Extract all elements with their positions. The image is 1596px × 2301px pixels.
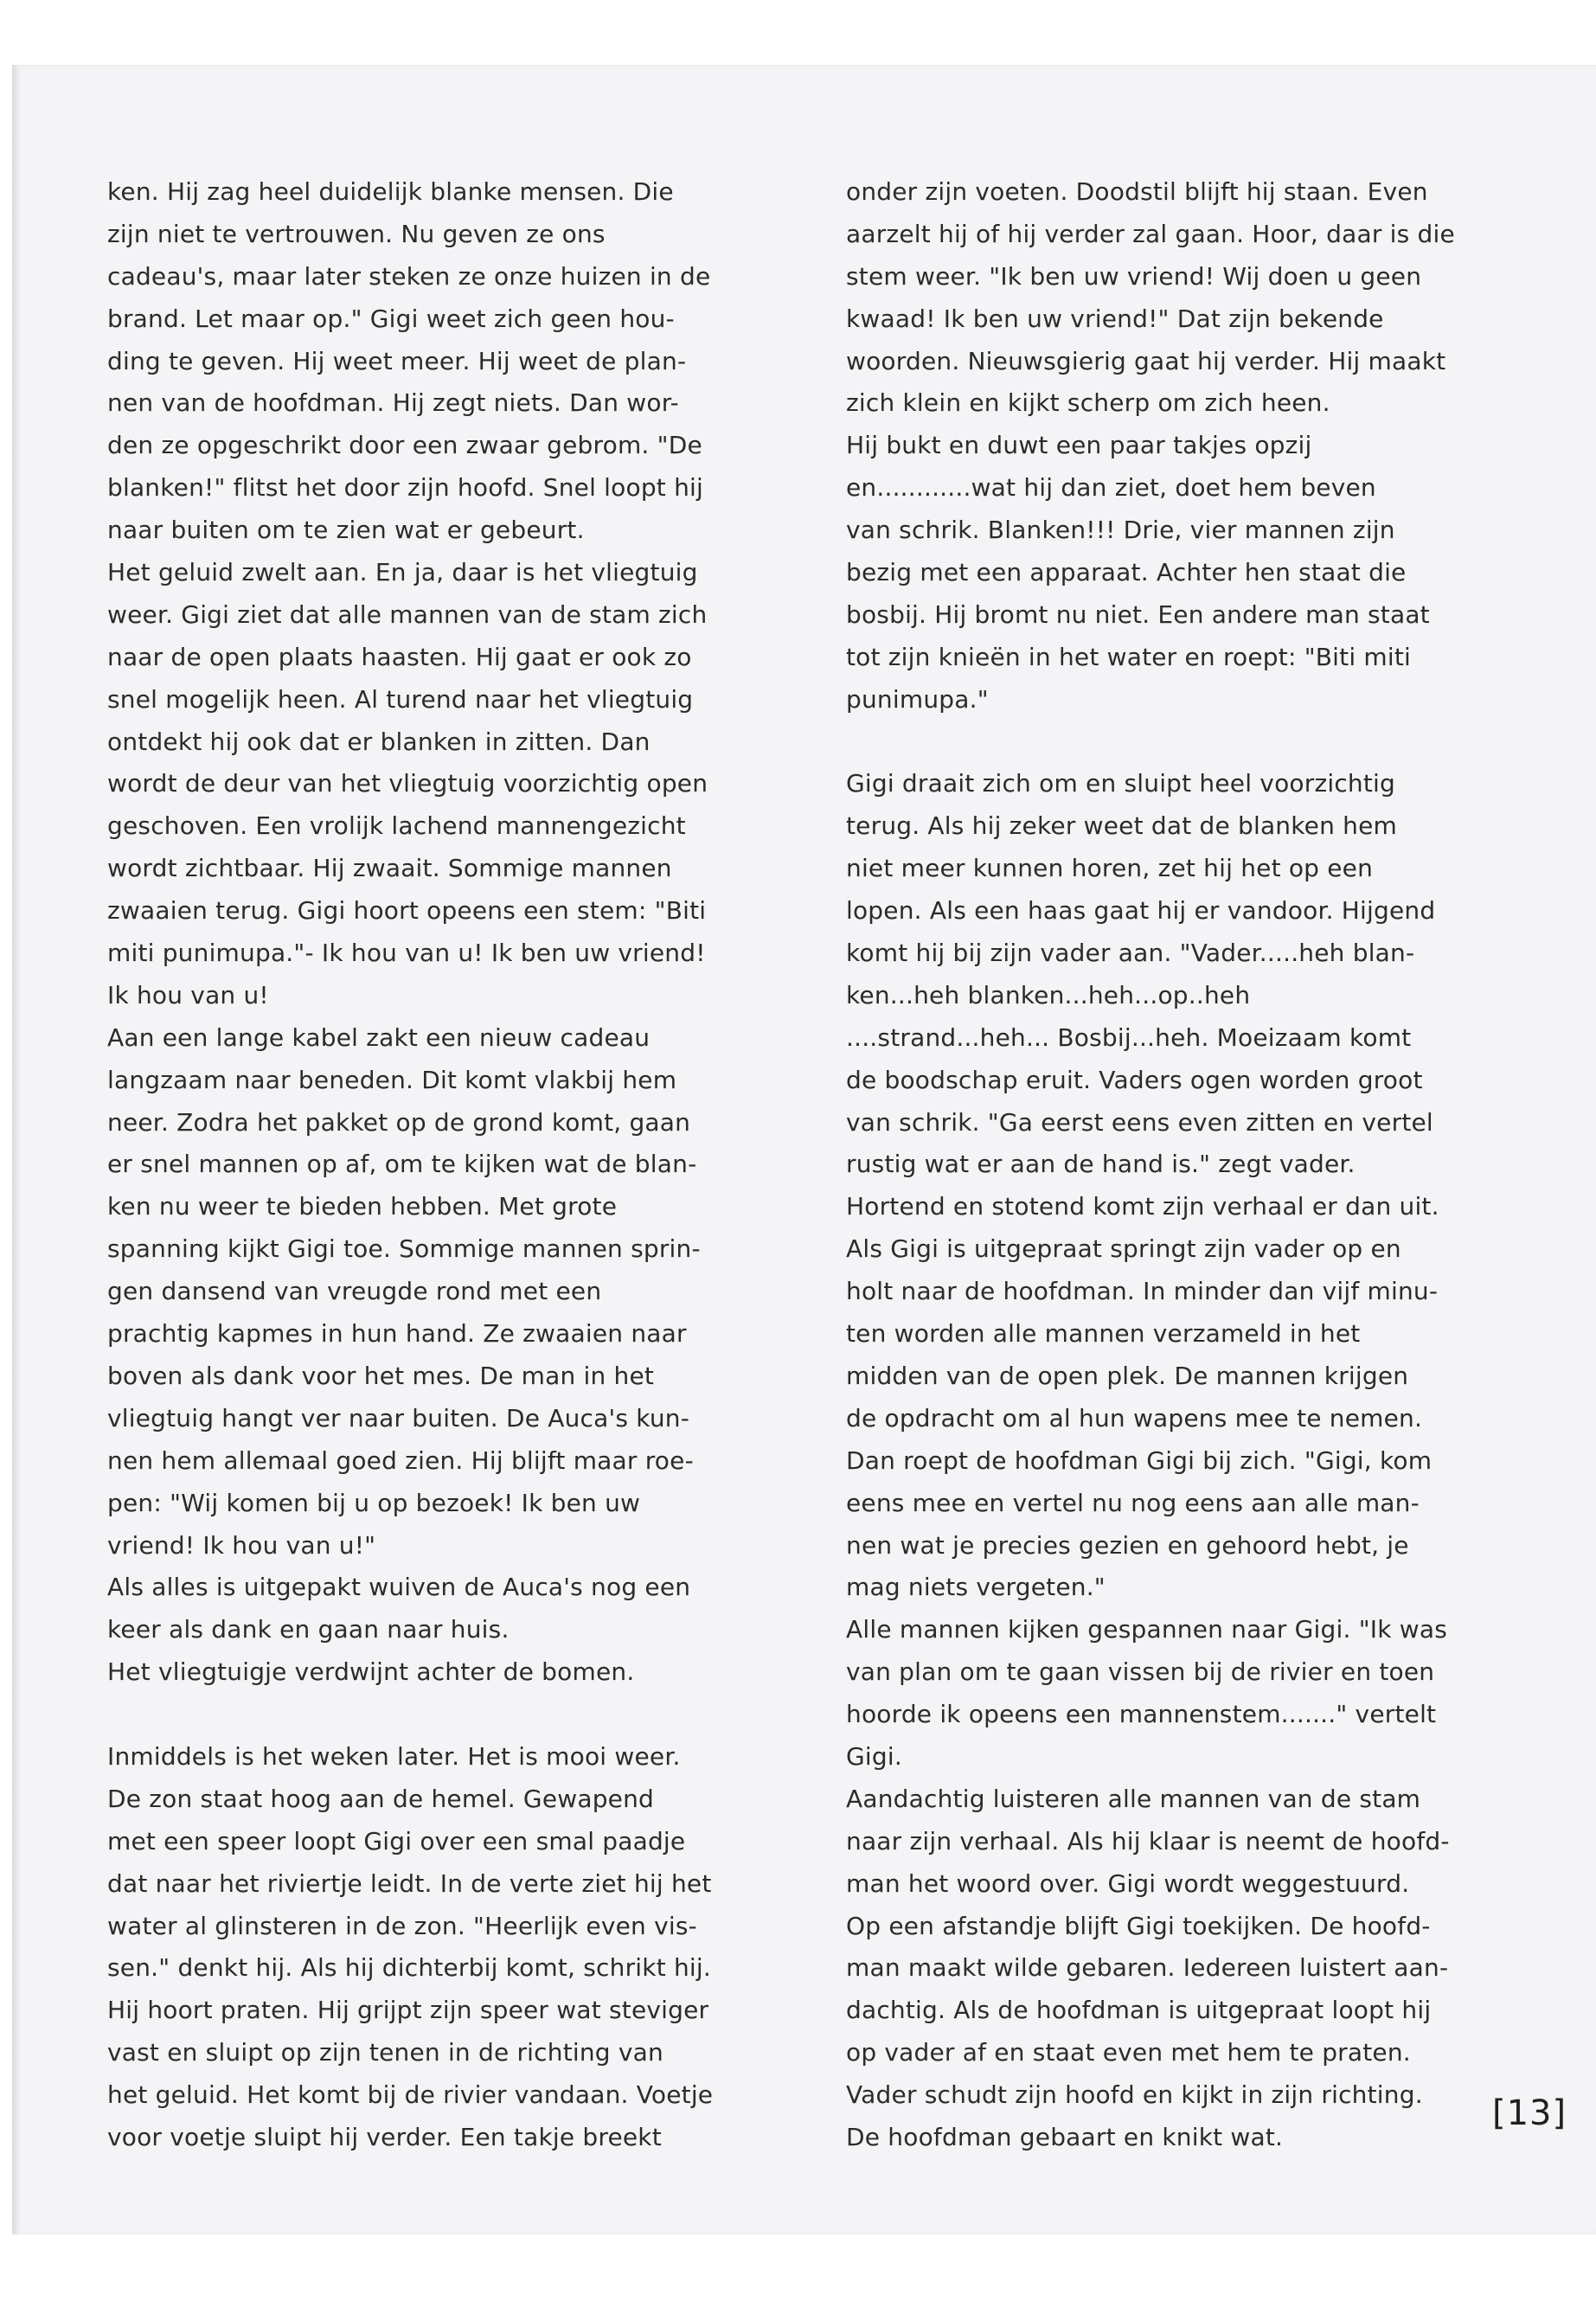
text-line: op vader af en staat even met hem te praten. (846, 2038, 1411, 2067)
text-line: niet meer kunnen horen, zet hij het op een (846, 854, 1374, 883)
text-line: Gigi draait zich om en sluipt heel voorzichtig (846, 769, 1396, 798)
text-line: Inmiddels is het weken later. Het is mooi weer. (107, 1741, 681, 1771)
text-line: dachtig. Als de hoofdman is uitgepraat loopt hij (846, 1996, 1432, 2025)
text-line: keer als dank en gaan naar huis. (107, 1615, 510, 1644)
text-line: ding te geven. Hij weet meer. Hij weet de plan- (107, 346, 687, 375)
text-line: nen hem allemaal goed zien. Hij blijft maar roe- (107, 1445, 694, 1475)
text-line: Alle mannen kijken gespannen naar Gigi. "Ik was (846, 1615, 1447, 1644)
paragraph-break (107, 1694, 756, 1736)
text-line: kwaad! Ik ben uw vriend!" Dat zijn bekende (846, 304, 1384, 333)
text-line: er snel mannen op af, om te kijken wat de blan- (107, 1150, 697, 1179)
text-line: Op een afstandje blijft Gigi toekijken. De hoofd- (846, 1911, 1431, 1940)
text-line: aarzelt hij of hij verder zal gaan. Hoor, daar is die (846, 219, 1455, 248)
text-line: ken...heh blanken...heh...op..heh (846, 980, 1251, 1009)
text-line: Dan roept de hoofdman Gigi bij zich. "Gigi, kom (846, 1445, 1433, 1475)
text-line: De zon staat hoog aan de hemel. Gewapend (107, 1784, 655, 1813)
text-line: vast en sluipt op zijn tenen in de richting van (107, 2038, 663, 2067)
text-line: Gigi. (846, 1741, 902, 1771)
text-line: zijn niet te vertrouwen. Nu geven ze ons (107, 219, 606, 248)
text-line: Hortend en stotend komt zijn verhaal er dan uit. (846, 1192, 1439, 1221)
text-line: bezig met een apparaat. Achter hen staat die (846, 558, 1407, 587)
text-line: naar de open plaats haasten. Hij gaat er ook zo (107, 642, 692, 671)
text-line: man het woord over. Gigi wordt weggestuurd. (846, 1868, 1410, 1898)
text-line: eens mee en vertel nu nog eens aan alle man- (846, 1488, 1420, 1517)
text-line: zwaaien terug. Gigi hoort opeens een stem: "Biti (107, 896, 707, 926)
text-line: punimupa." (846, 684, 989, 714)
text-line: sen." denkt hij. Als hij dichterbij komt, schrikt hij. (107, 1953, 711, 1983)
text-line: holt naar de hoofdman. In minder dan vijf minu- (846, 1277, 1439, 1306)
text-line: met een speer loopt Gigi over een smal paadje (107, 1826, 686, 1856)
text-line: woorden. Nieuwsgierig gaat hij verder. Hij maakt (846, 346, 1446, 375)
text-line: vliegtuig hangt ver naar buiten. De Auca's kun- (107, 1403, 690, 1433)
text-line: van schrik. "Ga eerst eens even zitten en vertel (846, 1107, 1433, 1137)
text-line: vriend! Ik hou van u!" (107, 1530, 376, 1560)
text-line: neer. Zodra het pakket op de grond komt, gaan (107, 1107, 691, 1137)
text-line: blanken!" flitst het door zijn hoofd. Snel loopt hij (107, 473, 703, 503)
text-line: komt hij bij zijn vader aan. "Vader.....heh blan- (846, 939, 1415, 968)
text-line: spanning kijkt Gigi toe. Sommige mannen sprin- (107, 1234, 701, 1264)
text-line: rustig wat er aan de hand is." zegt vader. (846, 1150, 1356, 1179)
left-text-column (107, 171, 756, 2159)
text-line: en............wat hij dan ziet, doet hem beven (846, 473, 1376, 503)
text-line: Vader schudt zijn hoofd en kijkt in zijn richting. (846, 2080, 1423, 2110)
text-line: De hoofdman gebaart en knikt wat. (846, 2122, 1284, 2151)
text-line: Ik hou van u! (107, 980, 269, 1009)
text-line: Het geluid zwelt aan. En ja, daar is het vliegtuig (107, 558, 698, 587)
text-line: Het vliegtuigje verdwijnt achter de bomen. (107, 1657, 635, 1687)
text-line: pen: "Wij komen bij u op bezoek! Ik ben uw (107, 1488, 641, 1517)
text-line: nen van de hoofdman. Hij zegt niets. Dan wor- (107, 388, 679, 418)
text-line: bosbij. Hij bromt nu niet. Een andere man staat (846, 599, 1430, 629)
text-line: miti punimupa."- Ik hou van u! Ik ben uw vriend! (107, 939, 706, 968)
text-line: cadeau's, maar later steken ze onze huizen in de (107, 261, 711, 291)
text-line: voor voetje sluipt hij verder. Een takje breekt (107, 2122, 662, 2151)
text-line: brand. Let maar op." Gigi weet zich geen hou- (107, 304, 675, 333)
right-text-column (846, 171, 1486, 2159)
text-line: Hij bukt en duwt een paar takjes opzij (846, 431, 1312, 460)
text-line: den ze opgeschrikt door een zwaar gebrom. "De (107, 431, 702, 460)
text-line: Aandachtig luisteren alle mannen van de stam (846, 1784, 1421, 1813)
text-line: ken. Hij zag heel duidelijk blanke mensen. Die (107, 177, 674, 206)
text-line: water al glinsteren in de zon. "Heerlijk even vis- (107, 1911, 697, 1940)
text-line: snel mogelijk heen. Al turend naar het vliegtuig (107, 684, 694, 714)
text-line: de boodschap eruit. Vaders ogen worden groot (846, 1065, 1423, 1094)
text-line: Aan een lange kabel zakt een nieuw cadeau (107, 1022, 651, 1052)
text-line: Hij hoort praten. Hij grijpt zijn speer wat steviger (107, 1996, 709, 2025)
text-line: het geluid. Het komt bij de rivier vandaan. Voetje (107, 2080, 714, 2110)
text-line: lopen. Als een haas gaat hij er vandoor. Hijgend (846, 896, 1436, 926)
text-line: tot zijn knieën in het water en roept: "Biti miti (846, 642, 1412, 671)
text-line: van schrik. Blanken!!! Drie, vier mannen zijn (846, 516, 1395, 545)
text-line: stem weer. "Ik ben uw vriend! Wij doen u geen (846, 261, 1422, 291)
text-line: naar buiten om te zien wat er gebeurt. (107, 516, 585, 545)
text-line: ken nu weer te bieden hebben. Met grote (107, 1192, 618, 1221)
text-line: zich klein en kijkt scherp om zich heen. (846, 388, 1330, 418)
text-line: ten worden alle mannen verzameld in het (846, 1319, 1361, 1349)
text-line: man maakt wilde gebaren. Iedereen luistert aan- (846, 1953, 1449, 1983)
text-line: mag niets vergeten." (846, 1573, 1106, 1602)
text-line: midden van de open plek. De mannen krijgen (846, 1361, 1409, 1390)
text-line: onder zijn voeten. Doodstil blijft hij staan. Even (846, 177, 1428, 206)
text-line: hoorde ik opeens een mannenstem......." vertelt (846, 1700, 1437, 1729)
text-line: wordt de deur van het vliegtuig voorzichtig open (107, 769, 708, 798)
text-line: ontdekt hij ook dat er blanken in zitten. Dan (107, 727, 651, 756)
text-line: van plan om te gaan vissen bij de rivier en toen (846, 1657, 1435, 1687)
text-line: naar zijn verhaal. Als hij klaar is neemt de hoofd- (846, 1826, 1450, 1856)
page-binding-shadow (12, 65, 21, 2234)
text-line: Als alles is uitgepakt wuiven de Auca's nog een (107, 1573, 691, 1602)
text-line: langzaam naar beneden. Dit komt vlakbij hem (107, 1065, 677, 1094)
text-line: ....strand...heh... Bosbij...heh. Moeizaam komt (846, 1022, 1412, 1052)
text-line: nen wat je precies gezien en gehoord hebt, je (846, 1530, 1409, 1560)
text-line: de opdracht om al hun wapens mee te nemen. (846, 1403, 1423, 1433)
text-line: boven als dank voor het mes. De man in het (107, 1361, 655, 1390)
text-line: gen dansend van vreugde rond met een (107, 1277, 602, 1306)
text-line: prachtig kapmes in hun hand. Ze zwaaien naar (107, 1319, 687, 1349)
text-line: wordt zichtbaar. Hij zwaait. Sommige mannen (107, 854, 672, 883)
text-line: weer. Gigi ziet dat alle mannen van de stam zich (107, 599, 708, 629)
text-line: geschoven. Een vrolijk lachend mannengezicht (107, 811, 686, 841)
text-line: terug. Als hij zeker weet dat de blanken hem (846, 811, 1397, 841)
text-line: dat naar het riviertje leidt. In de verte ziet hij het (107, 1868, 712, 1898)
text-line: Als Gigi is uitgepraat springt zijn vader op en (846, 1234, 1401, 1264)
paragraph-break (846, 721, 1486, 764)
page-number: [13] (1492, 2093, 1567, 2133)
